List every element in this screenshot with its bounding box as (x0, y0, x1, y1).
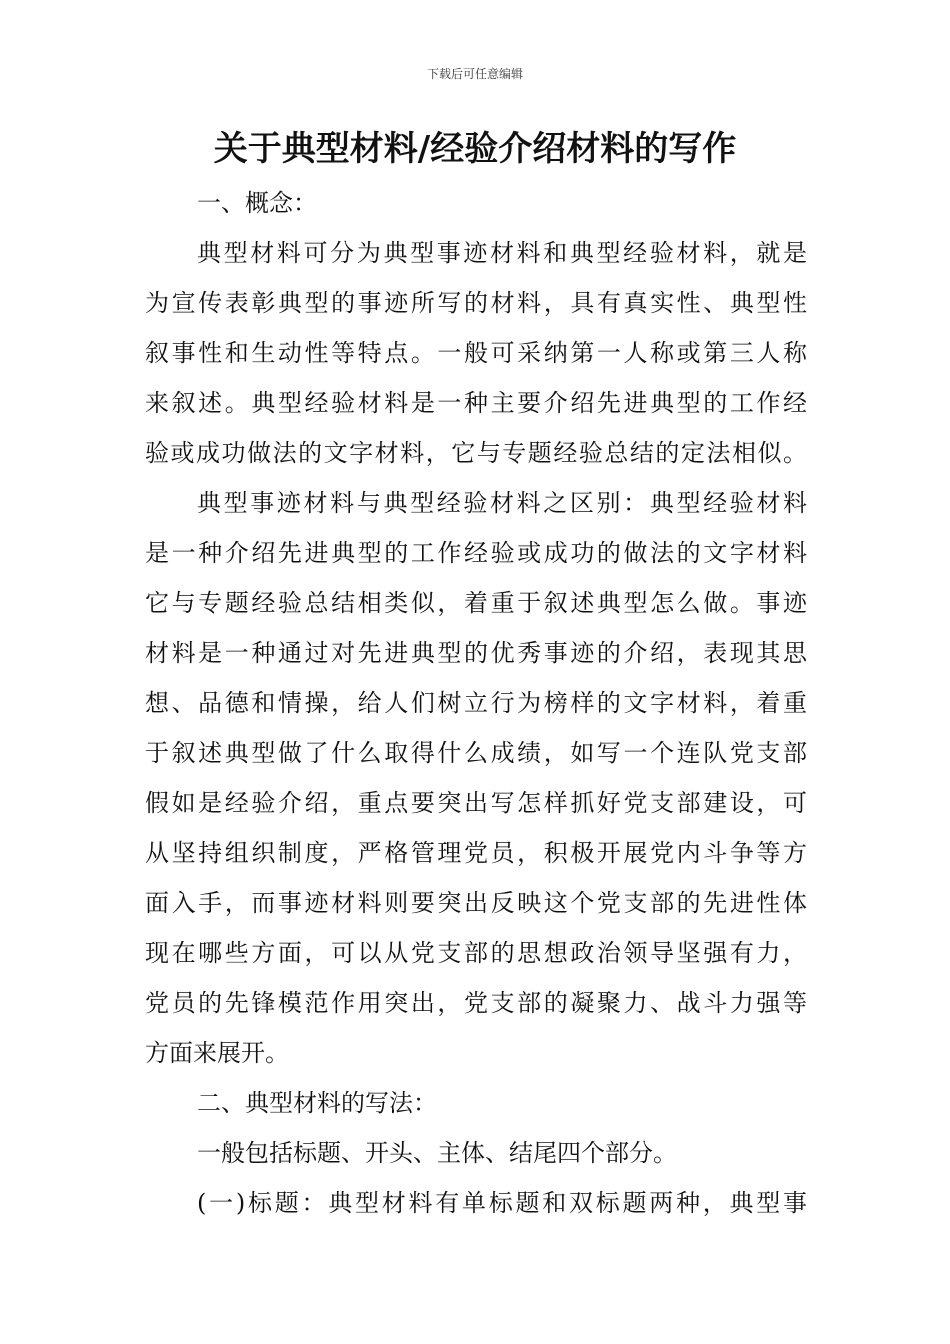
paragraph-line: 材料是一种通过对先进典型的优秀事迹的介绍，表现其思 (145, 639, 807, 667)
paragraph-line: 于叙述典型做了什么取得什么成绩，如写一个连队党支部 (145, 739, 807, 767)
section-heading: 二、典型材料的写法： (197, 1089, 437, 1117)
paragraph-line: 典型材料可分为典型事迹材料和典型经验材料，就是 (197, 239, 807, 267)
paragraph-line: 叙事性和生动性等特点。一般可采纳第一人称或第三人称 (145, 339, 807, 367)
paragraph-line: 方面来展开。 (145, 1039, 289, 1067)
paragraph-line: 它与专题经验总结相类似，着重于叙述典型怎么做。事迹 (145, 589, 807, 617)
paragraph-line: 验或成功做法的文字材料，它与专题经验总结的定法相似。 (145, 439, 807, 467)
paragraph-line: 是一种介绍先进典型的工作经验或成功的做法的文字材料 (145, 539, 807, 567)
paragraph-line: 一般包括标题、开头、主体、结尾四个部分。 (197, 1139, 677, 1167)
paragraph-line: 想、品德和情操，给人们树立行为榜样的文字材料，着重 (145, 689, 807, 717)
paragraph-line: 假如是经验介绍，重点要突出写怎样抓好党支部建设，可 (145, 789, 807, 817)
paragraph-line: 现在哪些方面，可以从党支部的思想政治领导坚强有力， (145, 939, 807, 967)
page-title: 关于典型材料/经验介绍材料的写作 (213, 129, 737, 169)
header-note: 下载后可任意编辑 (426, 67, 523, 81)
paragraph-line: 为宣传表彰典型的事迹所写的材料，具有真实性、典型性 (145, 289, 807, 317)
paragraph-line: 典型事迹材料与典型经验材料之区别：典型经验材料 (197, 489, 807, 517)
paragraph-line: 从坚持组织制度，严格管理党员，积极开展党内斗争等方 (145, 839, 807, 867)
document-body (145, 178, 807, 1228)
section-heading: 一、概念： (197, 189, 317, 217)
paragraph-line: 来叙述。典型经验材料是一种主要介绍先进典型的工作经 (145, 389, 807, 417)
paragraph-line: 面入手，而事迹材料则要突出反映这个党支部的先进性体 (145, 889, 807, 917)
paragraph-line: (一)标题：典型材料有单标题和双标题两种，典型事 (197, 1189, 807, 1217)
paragraph-line: 党员的先锋模范作用突出，党支部的凝聚力、战斗力强等 (145, 989, 807, 1017)
